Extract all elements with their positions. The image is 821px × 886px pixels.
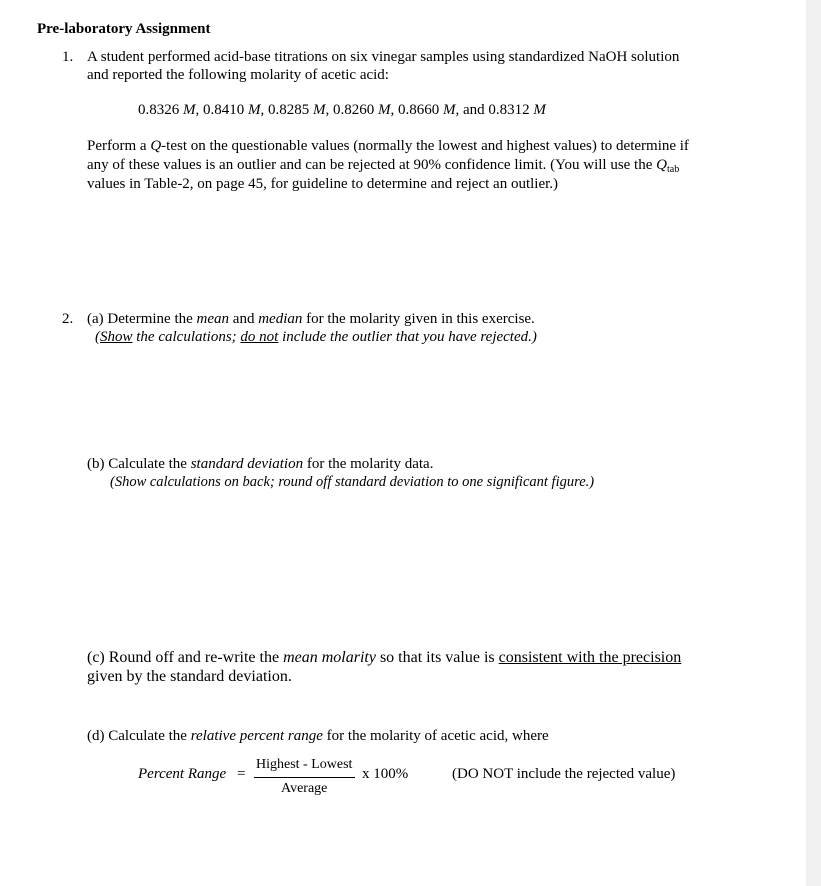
text: ( (95, 329, 100, 345)
q2b-prompt (87, 455, 433, 473)
text: Perform a (87, 138, 151, 154)
separator: , (260, 102, 268, 118)
molarity-unit: M (378, 102, 391, 118)
fraction-bar (254, 777, 355, 778)
text: standard deviation (190, 456, 304, 472)
text: (d) Calculate the (87, 728, 191, 744)
separator: , (390, 102, 398, 118)
molarity-value: 0.8326 (138, 102, 183, 118)
molarity-value: 0.8660 (398, 102, 443, 118)
text: (a) Determine the (87, 311, 197, 327)
text: for the molarity data. (303, 456, 434, 472)
separator: , and (455, 102, 489, 118)
formula-lhs: Percent Range (138, 766, 227, 782)
text: -test on the questionable values (normally the lowest and highest values) to determine if (161, 138, 689, 154)
q-tab-subscript: tab (666, 164, 680, 175)
text: the calculations; (132, 329, 241, 345)
text: median (258, 311, 303, 327)
formula-denominator: Average (281, 781, 328, 796)
molarity-values (138, 101, 546, 119)
q2-number: 2. (62, 311, 74, 327)
text: mean (196, 311, 230, 327)
q2a-prompt (87, 310, 535, 328)
text: and (229, 311, 259, 327)
q2b-note: (Show calculations on back; round off standard deviation to one significant figure.) (110, 474, 595, 490)
molarity-unit: M (533, 102, 546, 118)
molarity-unit: M (313, 102, 326, 118)
text: any of these values is an outlier and can be rejected at 90% confidence limit. (You will use the (87, 157, 657, 173)
q2c-prompt (87, 649, 681, 667)
q-tab-symbol: Q (656, 157, 667, 173)
text: so that its value is (375, 649, 499, 666)
molarity-unit: M (183, 102, 196, 118)
molarity-value: 0.8285 (268, 102, 313, 118)
q1-line2: and reported the following molarity of acetic acid: (87, 67, 389, 83)
formula-multiplier: x 100% (362, 766, 409, 782)
text: consistent with the precision (498, 649, 682, 666)
q1-para-line1 (87, 137, 689, 155)
molarity-value: 0.8410 (203, 102, 248, 118)
q2a-note (95, 328, 537, 346)
molarity-value: 0.8312 (488, 102, 534, 118)
scrollbar-track[interactable] (806, 0, 821, 886)
text: (c) Round off and re-write the (87, 649, 284, 666)
molarity-value: 0.8260 (333, 102, 378, 118)
text: Show (100, 329, 133, 345)
q1-number: 1. (62, 49, 74, 65)
text: relative percent range (190, 728, 323, 744)
text: for the molarity given in this exercise. (302, 311, 535, 327)
formula-equals: = (237, 766, 246, 782)
molarity-unit: M (443, 102, 456, 118)
text: mean molarity (283, 649, 376, 666)
q1-line1: A student performed acid-base titrations on six vinegar samples using standardized NaOH solution (87, 49, 680, 65)
page-title: Pre-laboratory Assignment (37, 21, 211, 37)
separator: , (325, 102, 333, 118)
text: for the molarity of acetic acid, where (322, 728, 549, 744)
text: do not (240, 329, 279, 345)
q2d-prompt (87, 727, 549, 745)
separator: , (195, 102, 203, 118)
text: include the outlier that you have rejected.) (278, 329, 537, 345)
q-symbol: Q (150, 138, 162, 154)
molarity-unit: M (248, 102, 261, 118)
text: (b) Calculate the (87, 456, 191, 472)
formula-numerator: Highest - Lowest (256, 757, 353, 772)
q1-para-line3: values in Table-2, on page 45, for guideline to determine and reject an outlier.) (87, 176, 559, 192)
formula-note: (DO NOT include the rejected value) (452, 766, 676, 782)
q1-para-line2 (87, 156, 679, 176)
q2c-line2: given by the standard deviation. (87, 668, 292, 685)
